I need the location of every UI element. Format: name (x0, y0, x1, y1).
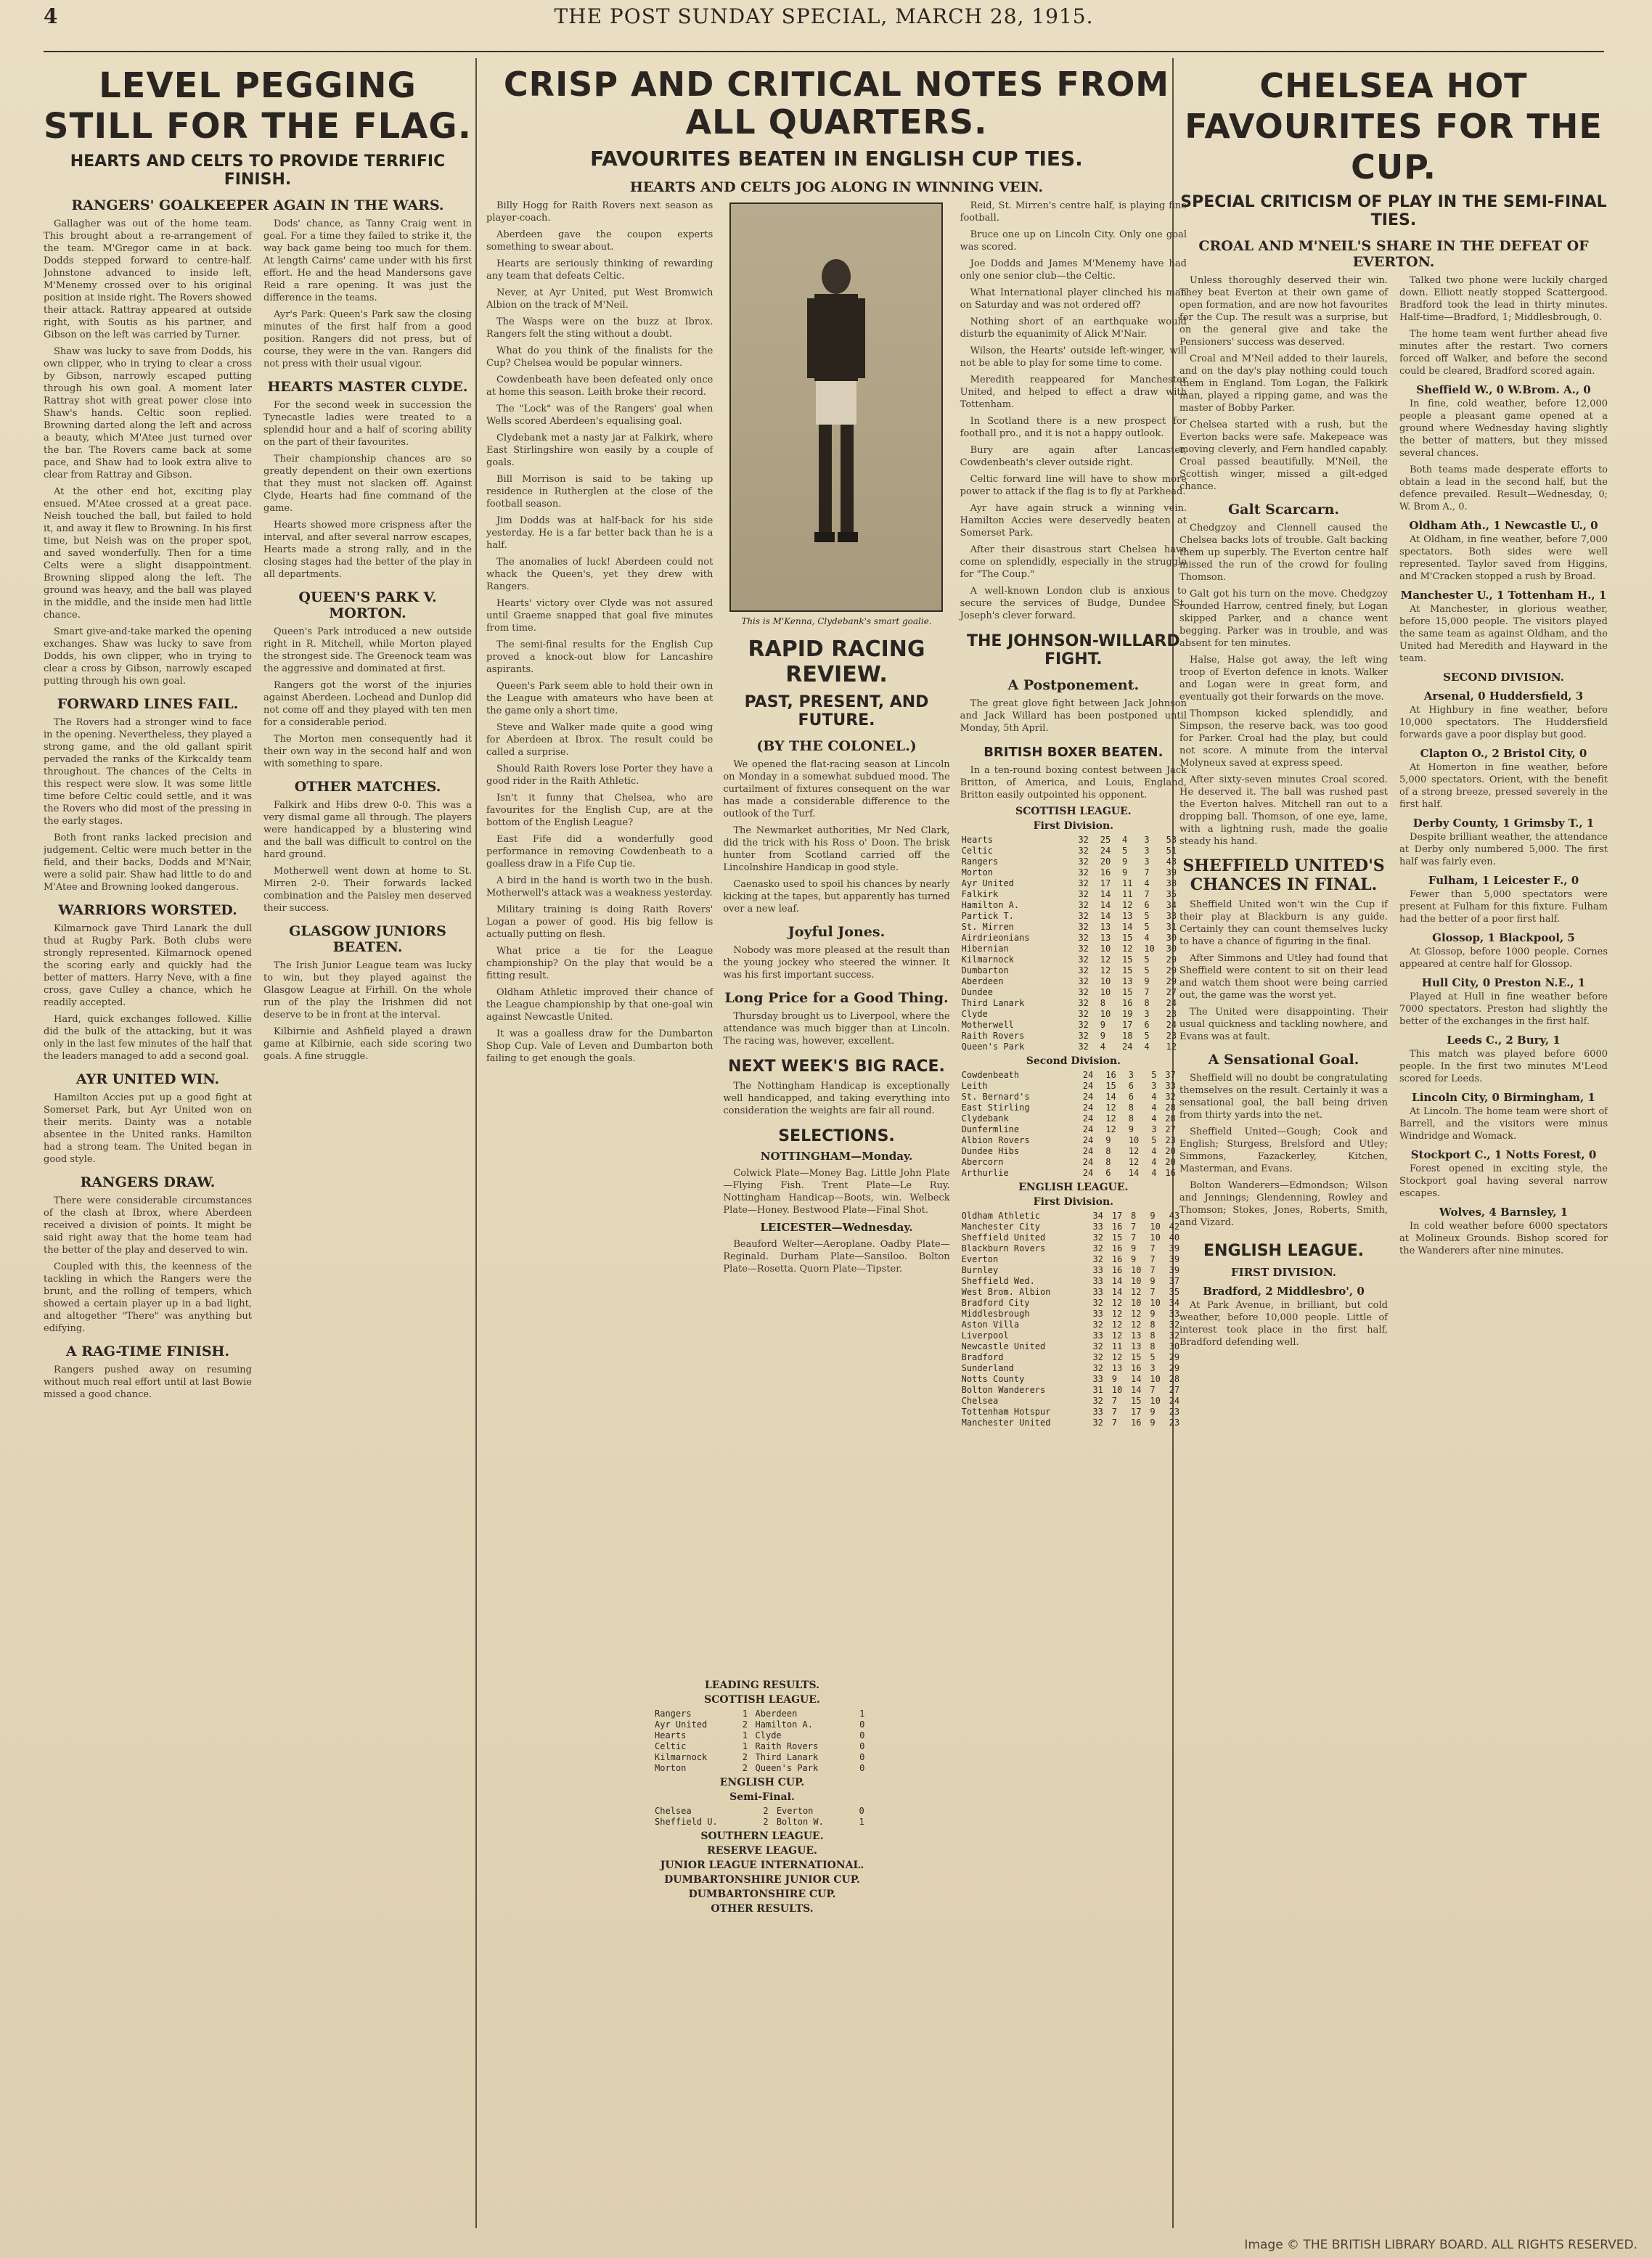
next-week-headline: NEXT WEEK'S BIG RACE. (728, 1058, 945, 1076)
article-body: At Homerton in fine weather, before 5,000 spectators. Orient, with the benefit of a strong breeze, pressed severely in the first half. (1399, 762, 1608, 810)
article-body: Their championship chances are so greatly dependent on their own exertions that they must not slacken off. Against Clyde, Hearts had fine command of the game. (263, 454, 472, 514)
article-body: Sheffield United won't win the Cup if their play at Blackburn is any guide. Certainly they can count themselves lucky to have a chance of figuring in the final. (1179, 899, 1388, 947)
article-body: The Irish Junior League team was lucky to win, but they played against the Glasgow League at Firhill. On the whole run of the play the Irishmen did not deserve to be in front at the interval. (263, 960, 472, 1020)
article-body: Shaw was lucky to save from Dodds, his own clipper, who in trying to clear a cross by Gibson, narrowly escaped putting through his own goal. A moment later Rattray shot with great power close into Shaw's hands. Celtic soon replied. Browning darted along the left and across a beauty, which M'Atee just turned over the bar. The Rovers came back at some pace, and Shaw had to look extra alive to clear from Rattray and Gibson. (44, 346, 252, 480)
page-number: 4 (44, 4, 58, 28)
article-body: The Morton men consequently had it their own way in the second half and won with something to spare. (263, 734, 472, 769)
article-body: Hamilton Accies put up a good fight at Somerset Park, but Ayr United won on their merits. Dainty was a notable absentee in the United ranks. Hamilton had a strong team. The United began in good style. (44, 1092, 252, 1165)
article-body: Forest opened in exciting style, the Stockport goal having several narrow escapes. (1399, 1163, 1608, 1199)
section-heading: Long Price for a Good Thing. (724, 990, 949, 1006)
section-heading: AYR UNITED WIN. (75, 1071, 220, 1087)
results-table: Chelsea 2 Everton 0 Sheffield U. 2 Bolton W. 1 (655, 1806, 864, 1827)
article-body: This match was played before 6000 people. In the first two minutes M'Leod scored for Leeds. (1399, 1049, 1608, 1084)
article-body: Reid, St. Mirren's centre half, is playing fine football. (960, 200, 1187, 224)
center-deck2: HEARTS AND CELTS JOG ALONG IN WINNING VEIN. (629, 179, 1044, 195)
article-body: The great glove fight between Jack Johnson and Jack Willard has been postponed until Monday, 5th April. (960, 698, 1187, 734)
left-deck: HEARTS AND CELTS TO PROVIDE TERRIFIC FINISH. (70, 152, 446, 189)
article-body: We opened the flat-racing season at Lincoln on Monday in a somewhat subdued mood. The curtailment of fixtures consequent on the war has made a considerable difference to the outlook of the Turf. (723, 759, 950, 819)
article-body: Nobody was more pleased at the result than the young jockey who steered the winner. It was his first important success. (723, 945, 950, 981)
article-body: Thompson kicked splendidly, and Simpson, the reserve back, was too good for Parker. Croal had the play, but could not score. A minute from the interval Molyneux saved at express speed. (1179, 708, 1388, 769)
article-body: Rangers got the worst of the injuries against Aberdeen. Lochead and Dunlop did not come off and they played with ten men for a considerable period. (263, 680, 472, 728)
article-body: At the other end hot, exciting play ensued. M'Atee crossed at a great pace. Neish touched the ball, but failed to hold it, and away it flew to Browning. In his first time, but Neish was on the proper spot, and saved wonderfully. Then for a time Celts were a slight disappointment. Browning slipped along the left. The ground was heavy, and the ball was played in the middle, and the inside men had little chance. (44, 486, 252, 621)
league-table: Oldham Athletic 34 17 8 9 43 Manchester City 33 16 7 10 42 Sheffield United 32 15 7 10 40 Blackburn Rovers 32 16 9 7 39 Everton 32 16 9 7 39 Burnley 33 16 10 7 39 Sheffield Wed. 33 14 10 9 37 West Brom. Albion 33 14 12 7 35 Bradford City 32 12 10 10 34 Middlesbrough 33 12 12 9 33 Aston Villa 32 12 12 8 32 Liverpool 33 12 13 8 32 Newcastle United 32 11 13 8 30 Bradford 32 12 15 5 29 Sunderland 32 13 16 3 29 Notts County 33 9 14 10 28 Bolton Wanderers 31 10 14 7 27 Chelsea 32 7 15 10 24 Tottenham Hotspur 33 7 17 9 23 Manchester United 32 7 16 9 23 (961, 1211, 1180, 1428)
article-body: It was a goalless draw for the Dumbarton Shop Cup. Vale of Leven and Dumbarton both failing to get enough the goals. (486, 1028, 713, 1064)
masthead (44, 0, 1604, 52)
article-body: Hearts' victory over Clyde was not assured until Graeme snapped that goal five minutes from time. (486, 598, 713, 634)
article-body: Bolton Wanderers—Edmondson; Wilson and Jennings; Glendenning, Rowley and Thomson; Stokes, Jones, Roberts, Smith, and Vizard. (1179, 1180, 1388, 1228)
byline: (BY THE COLONEL.) (756, 738, 917, 754)
article-body: The Rovers had a stronger wind to face in the opening. Nevertheless, they played a strong game, and the old gallant spirit pervaded the ranks of the Kirkcaldy team throughout. The chances of the Celts in this respect were slow. It was some little time before Celtic could settle, and it was the Rovers who did most of the pressing in the early stages. (44, 717, 252, 827)
article-body: Oldham Athletic improved their chance of the League championship by that one-goal win against Newcastle United. (486, 987, 713, 1023)
article-body: Bill Morrison is said to be taking up residence in Rutherglen at the close of the football season. (486, 474, 713, 510)
right-deck: SPECIAL CRITICISM OF PLAY IN THE SEMI-FINAL TIES. (1180, 193, 1607, 229)
article-body: Steve and Walker made quite a good wing for Aberdeen at Ibrox. The result could be called a surprise. (486, 722, 713, 758)
results-table: Rangers 1 Aberdeen 1 Ayr United 2 Hamilton A. 0 Hearts 1 Clyde 0 Celtic 1 Raith Rovers 0 Kilmarnock 2 Third Lanark 0 Morton 2 Queen's Park 0 (655, 1709, 865, 1773)
section-heading: SHEFFIELD UNITED'S CHANCES IN FINAL. (1182, 856, 1385, 894)
note-item: Billy Hogg for Raith Rovers next season as player-coach. (486, 200, 713, 224)
racing-headline: RAPID RACING REVIEW. (748, 637, 925, 687)
article-body: East Fife did a wonderfully good performance in removing Cowdenbeath to a goalless draw in a Fife Cup tie. (486, 834, 713, 870)
result-line: Glossop, 1 Blackpool, 5 (1432, 931, 1575, 944)
article-body: Thursday brought us to Liverpool, where the attendance was much bigger than at Lincoln. The racing was, however, excellent. (723, 1011, 950, 1047)
result-line: Lincoln City, 0 Birmingham, 1 (1412, 1091, 1595, 1104)
note-item: Aberdeen gave the coupon experts something to swear about. (486, 229, 713, 253)
article-body: Jim Dodds was at half-back for his side yesterday. He is a far better back than he is a half. (486, 515, 713, 551)
note-item: The Wasps were on the buzz at Ibrox. Rangers felt the sting without a doubt. (486, 316, 713, 340)
article-body: After sixty-seven minutes Croal scored. He deserved it. The ball was rushed past the Everton halves. Mitchell ran out to a dropping ball. Thomson, of one eye, lame, with a lightning rush, made the goalie steady his hand. (1179, 774, 1388, 847)
article-body: Coupled with this, the keenness of the tackling in which the Rangers were the brunt, and the rolling of tempers, which showed a certain player up in a bad light, and altogether "There" was anything but edifying. (44, 1261, 252, 1334)
result-line: Stockport C., 1 Notts Forest, 0 (1410, 1148, 1597, 1161)
article-body: After their disastrous start Chelsea have come on splendidly, especially in the struggle for "The Coup." (960, 544, 1187, 580)
article-body: Falkirk and Hibs drew 0-0. This was a very dismal game all through. The players were handicapped by a blustering wind and the ball was difficult to control on the hard ground. (263, 800, 472, 860)
copyright-footer: Image © THE BRITISH LIBRARY BOARD. ALL RIGHTS RESERVED. (1244, 2238, 1637, 2252)
english-league-heading: ENGLISH LEAGUE. (1203, 1242, 1364, 1260)
article-body: Kilmarnock gave Third Lanark the dull thud at Rugby Park. Both clubs were strongly represented. Kilmarnock opened the scoring early and quickly had the better of matters. Harry Neve, with a fine cross, gave Culley a chance, which he readily accepted. (44, 923, 252, 1008)
article-body: Ayr's Park: Queen's Park saw the closing minutes of the first half from a good position. Rangers did not press, but of course, they were in the van. Rangers did not press with their usual vigour. (263, 309, 472, 369)
article-body: For the second week in succession the Tynecastle ladies were treated to a splendid hour and a half of scoring ability on the part of their favourites. (263, 400, 472, 448)
article-body: Wilson, the Hearts' outside left-winger, will not be able to play for some time to come. (960, 345, 1187, 369)
boxing-subhead: A Postponement. (1007, 677, 1140, 693)
article-body: Chedgzoy and Clennell caused the Chelsea backs lots of trouble. Galt backing them up superbly. The Everton centre half missed the run of the crowd for fouling Thomson. (1179, 523, 1388, 583)
division-heading: SECOND DIVISION. (1443, 671, 1564, 684)
leading-results (653, 1677, 871, 1918)
result-line: Leeds C., 2 Bury, 1 (1447, 1034, 1561, 1047)
article-body: Both front ranks lacked precision and judgement. Celtic were much better in the field, and their backs, Dodds and M'Nair, were a solid pair. Shaw had little to do and M'Atee and Browning looked dangerous. (44, 833, 252, 893)
article-body: Smart give-and-take marked the opening exchanges. Shaw was lucky to save from Dodds, his own clipper, who in trying to clear a cross by Gibson, narrowly escaped putting through his own goal. (44, 626, 252, 687)
article-body: The United were disappointing. Their usual quickness and tackling nowhere, and Evans was at fault. (1179, 1007, 1388, 1042)
result-line: Derby County, 1 Grimsby T., 1 (1412, 817, 1595, 830)
result-line: Hull City, 0 Preston N.E., 1 (1421, 976, 1586, 989)
article-body: Motherwell went down at home to St. Mirren 2-0. Their forwards lacked combination and the Paisley men deserved their success. (263, 866, 472, 914)
boxing-headline: THE JOHNSON-WILLARD FIGHT. (967, 632, 1180, 668)
article-body: Should Raith Rovers lose Porter they have a good rider in the Raith Athletic. (486, 764, 713, 787)
article-body: The Nottingham Handicap is exceptionally well handicapped, and taking everything into consideration the weights are fair all round. (723, 1081, 950, 1116)
section-heading: OTHER MATCHES. (294, 779, 441, 795)
center-column (486, 58, 1187, 2228)
table-heading: SOUTHERN LEAGUE. (700, 1830, 824, 1842)
selection-list: Beauford Welter—Aeroplane. Oadby Plate—Reginald. Durham Plate—Sansiloo. Bolton Plate—Rosetta. Quorn Plate—Tipster. (723, 1239, 950, 1275)
article-body: Kilbirnie and Ashfield played a drawn game at Kilbirnie, each side scoring two goals. A fine struggle. (263, 1026, 472, 1062)
article-body: There were considerable circumstances of the clash at Ibrox, where Aberdeen received a division of points. It might be said right away that the home team had the better of the play and deserved to win. (44, 1195, 252, 1256)
article-body: Celtic forward line will have to show more power to attack if the flag is to fly at Parkhead. (960, 474, 1187, 497)
article-body: Fewer than 5,000 spectators were present at Fulham for this fixture. Fulham had the better of a poor first half. (1399, 889, 1608, 925)
article-body: Clydebank met a nasty jar at Falkirk, where East Stirlingshire won easily by a couple of goals. (486, 433, 713, 468)
article-body: At Glossop, before 1000 people. Cornes appeared at centre half for Glossop. (1399, 946, 1608, 970)
article-body: Hard, quick exchanges followed. Killie did the bulk of the attacking, but it was only in the last few minutes of the half that the leaders managed to add a second goal. (44, 1014, 252, 1062)
table-heading: ENGLISH LEAGUE. (1018, 1182, 1129, 1193)
article-body: Croal and M'Neil added to their laurels, and on the day's play nothing could touch them in England. Tom Logan, the Falkirk man, played a ripping game, and was the master of Bobby Parker. (1179, 353, 1388, 414)
article-body: What do you think of the finalists for the Cup? Chelsea would be popular winners. (486, 345, 713, 369)
article-body: Sheffield United—Gough; Cook and English; Sturgess, Brelsford and Utley; Simmons, Fazackerley, Kitchen, Masterman, and Evans. (1179, 1126, 1388, 1174)
article-body: Talked two phone were luckily charged down. Elliott neatly stopped Scattergood. Bradford took the lead in thirty minutes. Half-time—Bradford, 1; Middlesbrough, 0. (1399, 275, 1608, 323)
article-body: The anomalies of luck! Aberdeen could not whack the Queen's, yet they drew with Rangers. (486, 557, 713, 592)
article-body: Chelsea started with a rush, but the Everton backs were safe. Makepeace was moving cleverly, and Fern handled capably. Croal passed beautifully. M'Neil, the Scottish winger, missed a gilt-edged chance. (1179, 420, 1388, 492)
right-subhead: CROAL AND M'NEIL'S SHARE IN THE DEFEAT OF EVERTON. (1198, 238, 1589, 270)
result-line: Manchester U., 1 Tottenham H., 1 (1400, 589, 1607, 602)
article-body: In fine, cold weather, before 12,000 people a pleasant game opened at a ground where Wednesday having slightly the better of matters, but they missed several chances. (1399, 398, 1608, 459)
note-item: Hearts are seriously thinking of rewarding any team that defeats Celtic. (486, 258, 713, 282)
table-heading: SCOTTISH LEAGUE. (1015, 806, 1132, 817)
article-body: Both teams made desperate efforts to obtain a lead in the second half, but the defence prevailed. Result—Wednesday, 0; W. Brom A., 0. (1399, 465, 1608, 512)
table-heading: LEADING RESULTS. (705, 1680, 819, 1691)
footballer-figure-icon (793, 248, 880, 567)
table-heading: SCOTTISH LEAGUE. (704, 1694, 820, 1706)
section-heading: A Sensational Goal. (1208, 1052, 1359, 1068)
result-line: Clapton O., 2 Bristol City, 0 (1420, 747, 1587, 760)
article-body: What price a tie for the League championship? On the play that would be a fitting result. (486, 946, 713, 981)
result-line: Arsenal, 0 Huddersfield, 3 (1423, 690, 1584, 703)
article-body: Queen's Park introduced a new outside right in R. Mitchell, while Morton played the strongest side. The Greenock team was the aggressive and dominated at first. (263, 626, 472, 674)
article-body: Unless thoroughly deserved their win. They beat Everton at their own game of open formation, and are now hot favourites for the Cup. The result was a surprise, but on the general give and take the Pensioners' success was deserved. (1179, 275, 1388, 348)
article-body: Nothing short of an earthquake would disturb the equanimity of Alick M'Nair. (960, 316, 1187, 340)
result-line: Bradford, 2 Middlesbro', 0 (1203, 1285, 1365, 1298)
article-body: A well-known London club is anxious to secure the services of Budge, Dundee St. Joseph's clever forward. (960, 586, 1187, 621)
article-body: The home team went further ahead five minutes after the restart. Two corners forced off Walker, and before the second could be cleared, Bradford scored again. (1399, 329, 1608, 377)
section-heading: RANGERS DRAW. (80, 1174, 216, 1190)
article-body: After Simmons and Utley had found that Sheffield were content to sit on their lead and watch them shoot were being carried out, the game was the worst yet. (1179, 953, 1388, 1001)
table-subheading: First Division. (1033, 820, 1113, 832)
section-heading: QUEEN'S PARK V. MORTON. (298, 589, 437, 621)
article-body: Military training is doing Raith Rovers' Logan a power of good. His big fellow is actually putting on flesh. (486, 904, 713, 940)
table-subheading: First Division. (1033, 1196, 1113, 1208)
result-line: Oldham Ath., 1 Newcastle U., 0 (1409, 519, 1598, 532)
article-body: Cowdenbeath have been defeated only once at home this season. Leith broke their record. (486, 375, 713, 398)
article-body: In cold weather before 6000 spectators at Molineux Grounds. Bishop scored for the Wanderers after nine minutes. (1399, 1221, 1608, 1256)
article-body: At Oldham, in fine weather, before 7,000 spectators. Both sides were well represented. Taylor saved from Higgins, and M'Cracken stopped a rush by Broad. (1399, 534, 1608, 582)
photo-caption: This is M'Kenna, Clydebank's smart goalie. (741, 616, 932, 626)
article-body: Rangers pushed away on resuming without much real effort until at last Bowie missed a good chance. (44, 1365, 252, 1400)
right-headline: CHELSEA HOT FAVOURITES FOR THE CUP. (1185, 66, 1603, 187)
article-body: Despite brilliant weather, the attendance at Derby only numbered 5,000. The first half was fairly even. (1399, 832, 1608, 867)
article-body: At Lincoln. The home team were short of Barrell, and the visitors were minus Windridge and Womack. (1399, 1106, 1608, 1142)
table-heading: RESERVE LEAGUE. (707, 1845, 817, 1857)
table-heading: JUNIOR LEAGUE INTERNATIONAL. (660, 1860, 864, 1871)
note-item: Never, at Ayr United, put West Bromwich Albion on the track of M'Neil. (486, 287, 713, 311)
newspaper-title: THE POST SUNDAY SPECIAL, MARCH 28, 1915. (554, 4, 1094, 28)
division-heading: FIRST DIVISION. (1231, 1266, 1336, 1279)
result-line: Wolves, 4 Barnsley, 1 (1439, 1206, 1569, 1219)
selections-day: LEICESTER—Wednesday. (760, 1221, 913, 1234)
left-column (44, 58, 472, 2228)
article-body: A bird in the hand is worth two in the bush. Motherwell's attack was a weakness yesterday. (486, 875, 713, 899)
center-headline: CRISP AND CRITICAL NOTES FROM ALL QUARTERS. (503, 65, 1170, 142)
table-subheading: Second Division. (1026, 1055, 1121, 1067)
article-body: Halse, Halse got away, the left wing troop of Everton defence in knots. Walker and Logan were in great form, and eventually got their forwards on the move. (1179, 655, 1388, 703)
article-body: Hearts showed more crispness after the interval, and after several narrow escapes, Hearts made a strong rally, and in the closing stages had the better of the play in all departments. (263, 520, 472, 580)
right-column (1179, 58, 1608, 2228)
article-body: Ayr have again struck a winning vein. Hamilton Accies were deservedly beaten at Somerset Park. (960, 503, 1187, 539)
article-body: In Scotland there is a new prospect for football pro., and it is not a happy outlook. (960, 416, 1187, 439)
article-body: Joe Dodds and James M'Menemy have had only one senior club—the Celtic. (960, 258, 1187, 282)
article-body: Meredith reappeared for Manchester United, and helped to effect a draw with Tottenham. (960, 375, 1187, 410)
article-body: Bury are again after Lancaster, Cowdenbeath's clever outside right. (960, 445, 1187, 468)
selections-headline: SELECTIONS. (778, 1127, 895, 1145)
article-body: Caenasko used to spoil his chances by nearly kicking at the tapes, but apparently has turned over a new leaf. (723, 879, 950, 915)
article-body: The "Lock" was of the Rangers' goal when Wells scored Aberdeen's equalising goal. (486, 404, 713, 427)
section-heading: Galt Scarcarn. (1227, 502, 1340, 518)
table-heading: DUMBARTONSHIRE JUNIOR CUP. (664, 1874, 860, 1886)
league-table: Cowdenbeath 24 16 3 5 37 Leith 24 15 6 3 33 St. Bernard's 24 14 6 4 32 East Stirling 24 12 8 4 28 Clydebank 24 12 8 4 28 Dunfermline 24 12 9 3 27 Albion Rovers 24 9 10 5 23 Dundee Hibs 24 8 12 4 20 Abercorn 24 8 12 4 20 Arthurlie 24 6 14 4 16 (961, 1070, 1176, 1178)
article-body: At Park Avenue, in brilliant, but cold weather, before 10,000 people. Little of interest took place in the first half, Bradford defending well. (1179, 1300, 1388, 1348)
player-photo (729, 203, 943, 612)
article-body: Dods' chance, as Tanny Craig went in goal. For a time they failed to strike it, the way back game being too much for them. At length Cairns' came under with his first effort. He and the head Mandersons gave Reid a rare opening. It was just the difference in the teams. (263, 218, 472, 303)
table-subheading: Semi-Final. (729, 1791, 795, 1803)
selections-day: NOTTINGHAM—Monday. (760, 1150, 913, 1163)
section-heading: Joyful Jones. (788, 924, 886, 940)
article-body: Sheffield will no doubt be congratulating themselves on the result. Certainly it was a sensational goal, the ball being driven from thirty yards into the net. (1179, 1073, 1388, 1121)
column-rule (475, 58, 477, 2228)
article-body: Played at Hull in fine weather before 7000 spectators. Preston had slightly the better of the exchanges in the first half. (1399, 991, 1608, 1027)
result-line: Fulham, 1 Leicester F., 0 (1428, 874, 1579, 887)
league-table: Hearts 32 25 4 3 53 Celtic 32 24 5 3 51 Rangers 32 20 9 3 43 Morton 32 16 9 7 39 Ayr United 32 17 11 4 38 Falkirk 32 14 11 7 35 Hamilton A. 32 14 12 6 34 Partick T. 32 14 13 5 33 St. Mirren 32 13 14 5 31 Airdrieonians 32 13 15 4 30 Hibernian 32 10 12 10 30 Kilmarnock 32 12 15 5 29 Dumbarton 32 12 15 5 29 Aberdeen 32 10 13 9 29 Dundee 32 10 15 7 27 Third Lanark 32 8 16 8 24 Clyde 32 10 19 3 23 Motherwell 32 9 17 6 24 Raith Rovers 32 9 18 5 23 Queen's Park 32 4 24 4 12 (961, 835, 1177, 1052)
article-body: Isn't it funny that Chelsea, who are favourites for the English Cup, are at the bottom of the English League? (486, 793, 713, 828)
selection-list: Colwick Plate—Money Bag. Little John Plate—Flying Fish. Trent Plate—Le Ruy. Nottingham Handicap—Boots, win. Welbeck Plate—Honey. Bestwood Plate—Final Shot. (723, 1168, 950, 1216)
section-heading: FORWARD LINES FAIL. (57, 696, 239, 712)
left-subhead: RANGERS' GOALKEEPER AGAIN IN THE WARS. (71, 197, 444, 213)
article-body: At Manchester, in glorious weather, before 15,000 people. The visitors played the same team as against Oldham, and the United had Meredith and Hayward in the team. (1399, 604, 1608, 664)
article-body: Queen's Park seem able to hold their own in the League with amateurs who have been at the game only a short time. (486, 681, 713, 716)
article-body: The semi-final results for the English Cup proved a knock-out blow for Lancashire aspirants. (486, 639, 713, 675)
table-heading: ENGLISH CUP. (719, 1777, 805, 1788)
section-heading: A RAG-TIME FINISH. (65, 1343, 230, 1359)
table-heading: DUMBARTONSHIRE CUP. (688, 1889, 836, 1900)
section-heading: WARRIORS WORSTED. (58, 902, 237, 918)
boxer-headline: BRITISH BOXER BEATEN. (984, 745, 1164, 760)
table-heading: OTHER RESULTS. (711, 1903, 814, 1915)
section-heading: HEARTS MASTER CLYDE. (267, 379, 468, 395)
racing-deck: PAST, PRESENT, AND FUTURE. (744, 693, 929, 729)
article-body: Gallagher was out of the home team. This brought about a re-arrangement of the team. M'Gregor came in at back. Dodds stepped forward to centre-half. Johnstone advanced to inside left, M'Menemy crossed over to his original position at inside right. The Rovers showed their attack. Rattray appeared at outside right, with Soutis as his partner, and Gibson on the left was carried by Turner. (44, 218, 252, 340)
section-heading: GLASGOW JUNIORS BEATEN. (289, 923, 446, 955)
left-headline: LEVEL PEGGING STILL FOR THE FLAG. (44, 65, 472, 147)
article-body: In a ten-round boxing contest between Jack Britton, of America, and Louis, England, Britton easily outpointed his opponent. (960, 765, 1187, 801)
article-body: The Newmarket authorities, Mr Ned Clark, did the trick with his Ross o' Doon. The brisk hunter from Scotland carried off the Lincolnshire Handicap in good style. (723, 825, 950, 873)
article-body: Bruce one up on Lincoln City. Only one goal was scored. (960, 229, 1187, 253)
article-body: Galt got his turn on the move. Chedgzoy rounded Harrow, centred finely, but Logan skipped Parker, and a chance went begging. Parker was in trouble, and was absent for ten minutes. (1179, 589, 1388, 649)
result-line: Sheffield W., 0 W.Brom. A., 0 (1416, 383, 1591, 396)
center-deck: FAVOURITES BEATEN IN ENGLISH CUP TIES. (590, 147, 1083, 171)
article-body: At Highbury in fine weather, before 10,000 spectators. The Huddersfield forwards gave a poor display but good. (1399, 705, 1608, 740)
article-body: What International player clinched his man on Saturday and was not ordered off? (960, 287, 1187, 311)
